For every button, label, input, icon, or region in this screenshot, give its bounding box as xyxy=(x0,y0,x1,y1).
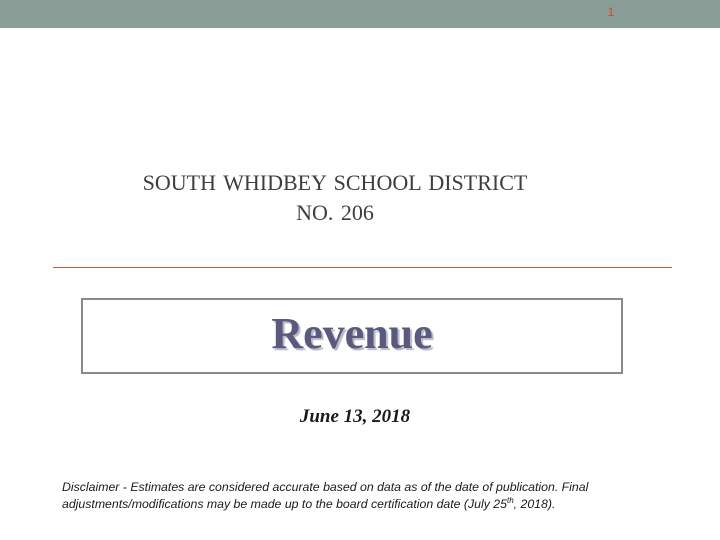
page-title xyxy=(60,168,610,228)
title-divider xyxy=(53,267,672,268)
title-line-2: NO. 206 xyxy=(296,200,374,225)
revenue-heading: Revenue xyxy=(271,309,433,358)
disclaimer-text: Disclaimer - Estimates are considered accurate based on data as of the date of publication. Final adjustments/modifications may be made up to the board certification date (July 25 xyxy=(62,480,589,511)
disclaimer-superscript: th xyxy=(506,495,514,505)
slide-number: 1 xyxy=(607,5,615,19)
presentation-date: June 13, 2018 xyxy=(299,406,411,427)
disclaimer xyxy=(62,479,702,513)
revenue-box xyxy=(81,298,623,374)
disclaimer-text-end: , 2018). xyxy=(513,497,556,511)
title-line-1: SOUTH WHIDBEY SCHOOL DISTRICT xyxy=(142,170,528,195)
